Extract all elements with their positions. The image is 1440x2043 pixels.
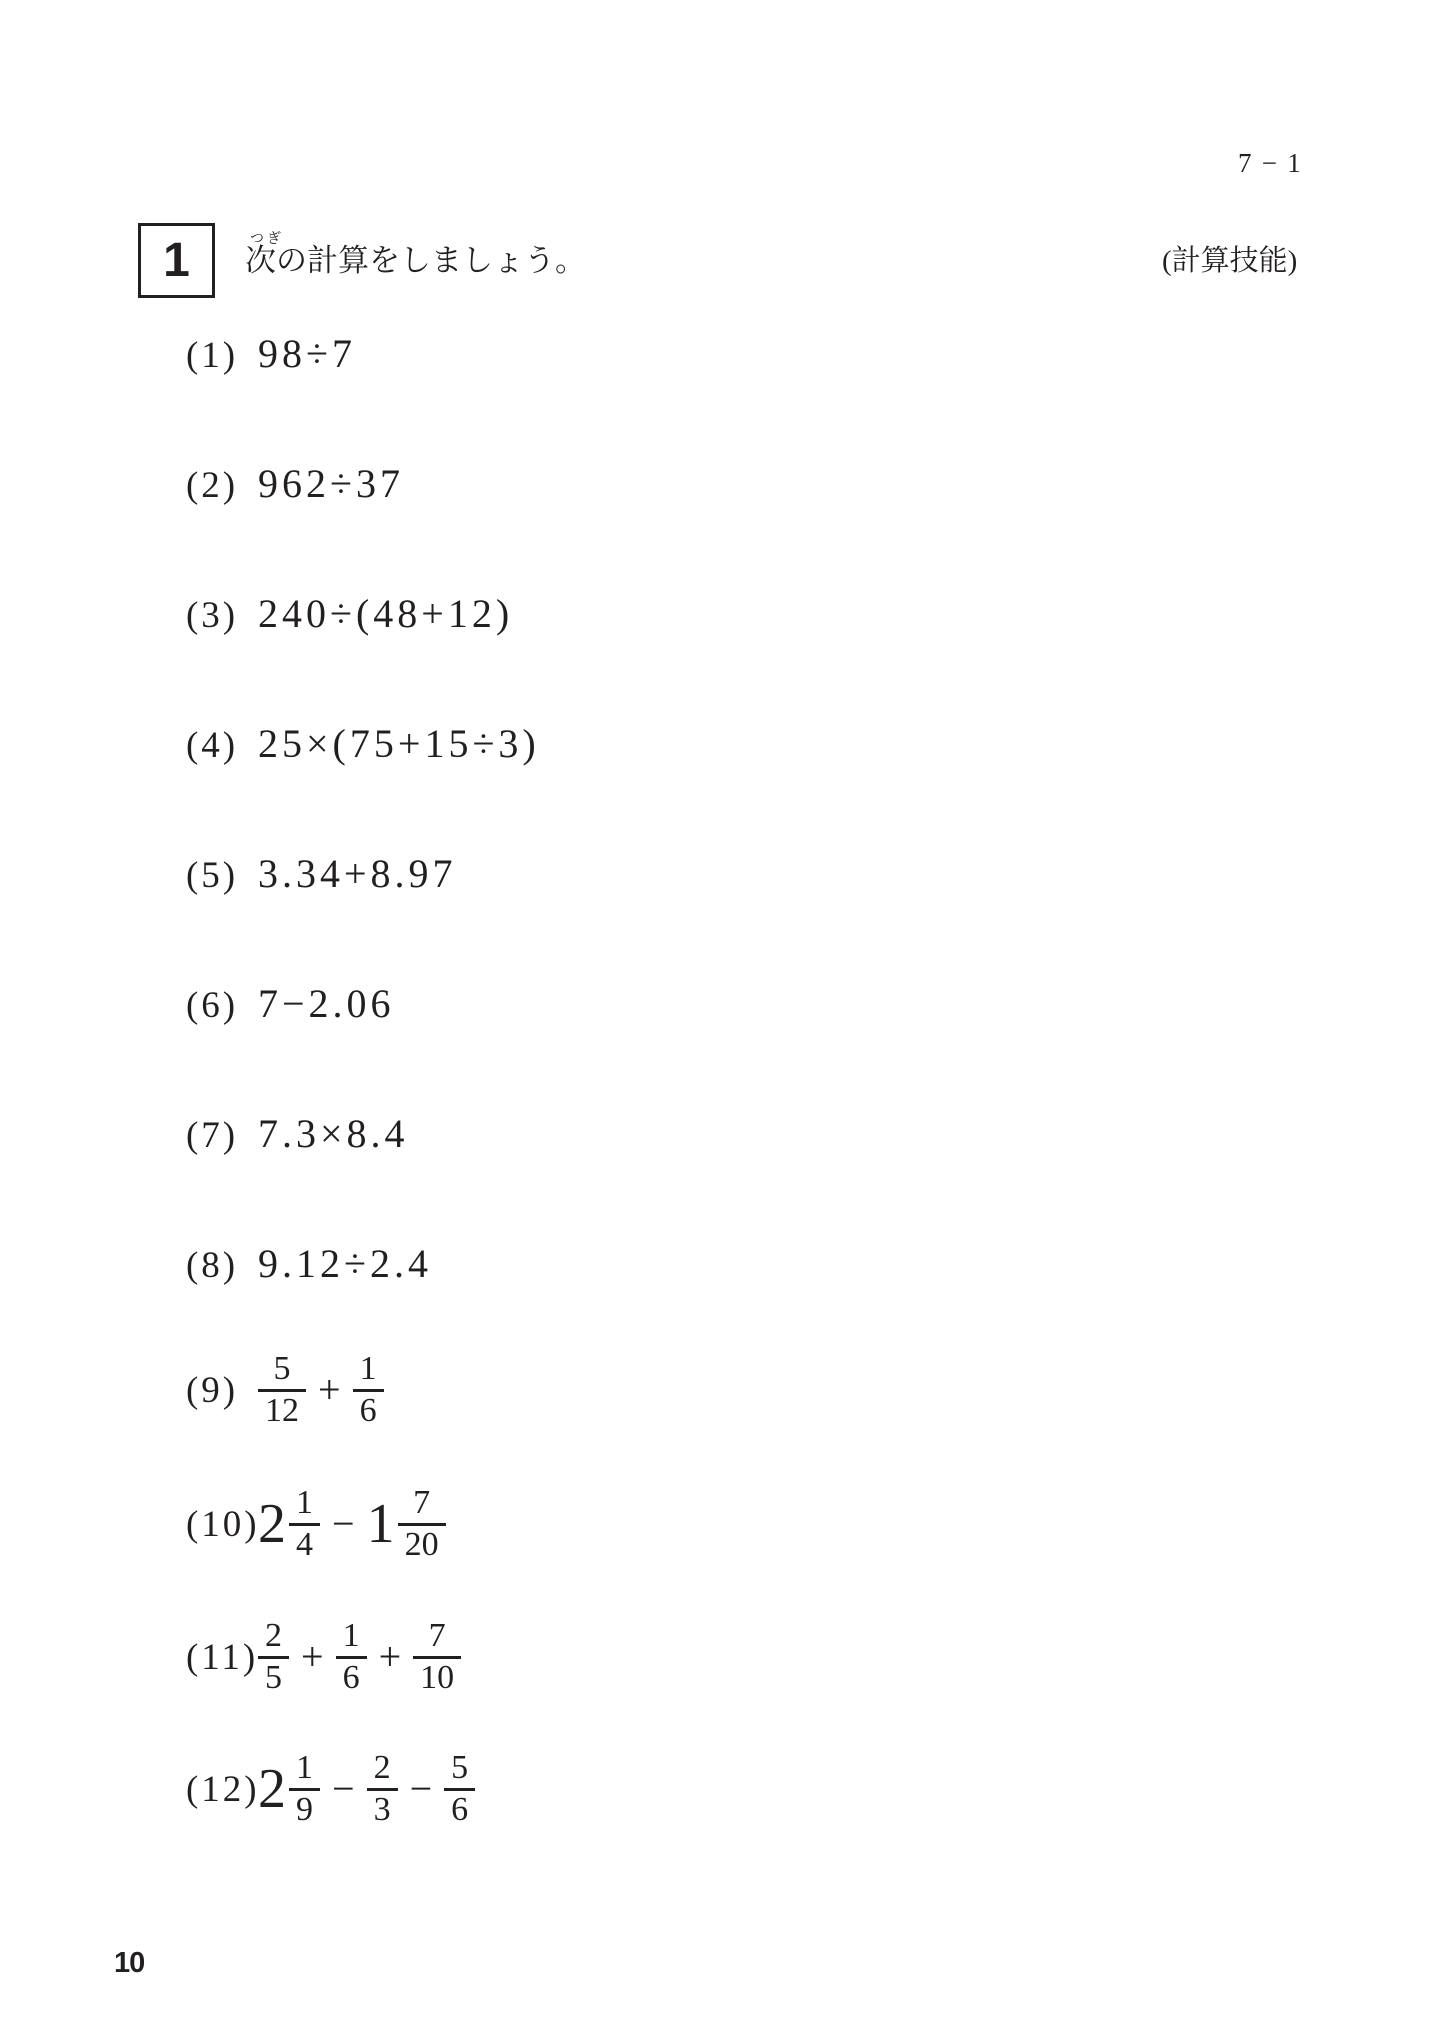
numerator: 5 — [273, 1350, 291, 1388]
problem-expression: 240÷(48+12) — [258, 591, 514, 636]
sheet-code: 7−1 — [1238, 148, 1312, 178]
furigana-label: つぎ — [250, 232, 284, 247]
problem-label: (8) — [186, 1245, 239, 1286]
numerator: 1 — [359, 1350, 377, 1388]
denominator: 20 — [404, 1525, 439, 1563]
problem-label: (10) — [186, 1503, 260, 1545]
problem-row — [186, 849, 457, 899]
problem-label: (11) — [186, 1636, 259, 1678]
instruction-text: 次の計算をしましょう。 — [245, 243, 586, 278]
numerator: 7 — [428, 1617, 446, 1655]
problem-row — [186, 1109, 409, 1159]
whole-number: 2 — [258, 1758, 286, 1820]
problem-row — [186, 1617, 461, 1697]
fraction — [353, 1350, 384, 1429]
numerator: 5 — [451, 1749, 469, 1787]
operator: − — [332, 1766, 355, 1811]
fraction — [444, 1749, 475, 1828]
operator: − — [409, 1766, 433, 1811]
problem-row — [186, 1350, 384, 1430]
question-number-box — [138, 223, 215, 298]
fraction — [258, 1617, 289, 1696]
denominator: 6 — [359, 1391, 377, 1429]
problem-label: (9) — [186, 1369, 239, 1411]
fraction — [289, 1749, 320, 1828]
problem-label: (5) — [186, 855, 239, 896]
problem-row — [186, 459, 404, 509]
problem-expression: 962÷37 — [258, 461, 404, 506]
fraction — [367, 1749, 398, 1828]
denominator: 4 — [296, 1525, 313, 1563]
fraction — [289, 1484, 320, 1563]
problem-expression: 3.34+8.97 — [258, 851, 457, 896]
problem-expression: 9.12÷2.4 — [258, 1241, 432, 1286]
numerator: 1 — [342, 1617, 360, 1655]
problem-label: (7) — [186, 1115, 239, 1156]
whole-number: 2 — [258, 1493, 286, 1555]
numerator: 7 — [413, 1484, 431, 1522]
problem-expression: 7−2.06 — [258, 981, 395, 1026]
problem-label: (6) — [186, 985, 239, 1026]
denominator: 3 — [373, 1790, 391, 1828]
whole-number: 1 — [366, 1493, 395, 1555]
fraction — [398, 1484, 446, 1563]
problem-row — [186, 719, 540, 769]
fraction — [336, 1617, 367, 1696]
numerator: 1 — [296, 1484, 313, 1522]
numerator: 2 — [265, 1617, 282, 1655]
problem-label: (12) — [186, 1768, 260, 1810]
denominator: 5 — [265, 1658, 282, 1696]
denominator: 9 — [296, 1790, 313, 1828]
question-number: 1 — [163, 233, 190, 287]
operator: + — [318, 1367, 341, 1412]
problem-expression: 25×(75+15÷3) — [258, 721, 540, 766]
problem-row — [186, 589, 513, 639]
problem-label: (2) — [186, 465, 239, 506]
page-number: 10 — [114, 1947, 145, 1979]
numerator: 2 — [373, 1749, 391, 1787]
problem-expression: 98÷7 — [258, 331, 356, 376]
problem-row — [186, 1749, 475, 1829]
problem-row — [186, 329, 356, 379]
operator: − — [332, 1501, 355, 1546]
numerator: 1 — [296, 1749, 313, 1787]
fraction — [258, 1350, 306, 1429]
operator: + — [378, 1634, 402, 1679]
problem-expression: 7.3×8.4 — [258, 1111, 409, 1156]
problem-label: (1) — [186, 335, 239, 376]
category-label: (計算技能) — [1162, 245, 1298, 277]
problem-row — [186, 979, 395, 1029]
problem-label: (3) — [186, 595, 239, 636]
denominator: 6 — [451, 1790, 469, 1828]
denominator: 12 — [265, 1391, 299, 1429]
problem-row — [186, 1484, 446, 1564]
problem-row — [186, 1239, 432, 1289]
denominator: 10 — [420, 1658, 455, 1696]
denominator: 6 — [342, 1658, 360, 1696]
problem-label: (4) — [186, 725, 239, 766]
operator: + — [301, 1634, 324, 1679]
fraction — [413, 1617, 461, 1696]
